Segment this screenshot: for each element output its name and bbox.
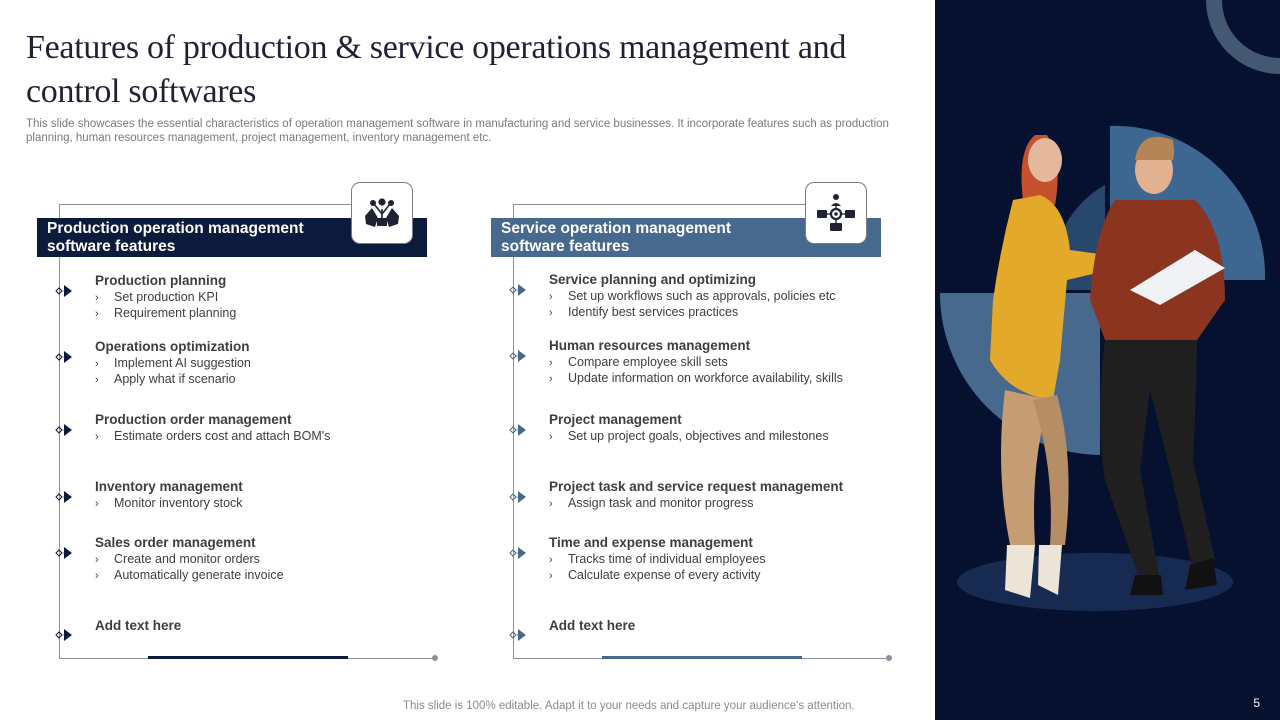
service-header-line2: software features xyxy=(501,238,630,255)
diamond-arrow-icon xyxy=(55,285,79,297)
item-title: Project management xyxy=(549,412,682,427)
business-people-illustration xyxy=(935,0,1280,720)
diamond-arrow-icon xyxy=(509,350,533,362)
item-title: Service planning and optimizing xyxy=(549,272,757,287)
decorative-image-panel xyxy=(935,0,1280,720)
item-title: Add text here xyxy=(549,618,636,633)
item-title: Sales order management xyxy=(95,535,256,550)
item-title: Operations optimization xyxy=(95,339,250,354)
item-title: Inventory management xyxy=(95,479,243,494)
panel-bottom-accent xyxy=(602,656,802,659)
diamond-arrow-icon xyxy=(55,547,79,559)
panel-bottom-accent xyxy=(148,656,348,659)
item-bullet: › Assign task and monitor progress xyxy=(549,496,754,510)
item-bullet: › Set up project goals, objectives and milestones xyxy=(549,429,829,443)
page-number: 5 xyxy=(1253,696,1260,710)
panel-top-line xyxy=(59,204,354,205)
item-bullet: › Compare employee skill sets xyxy=(549,355,728,369)
item-bullet: › Update information on workforce availability, skills xyxy=(549,371,843,385)
item-title: Human resources management xyxy=(549,338,751,353)
panel-end-dot xyxy=(886,655,892,661)
diamond-arrow-icon xyxy=(509,629,533,641)
item-bullet: › Calculate expense of every activity xyxy=(549,568,761,582)
item-title: Production planning xyxy=(95,273,227,288)
item-bullet: › Estimate orders cost and attach BOM's xyxy=(95,429,331,443)
service-features-panel xyxy=(501,204,891,660)
item-title: Add text here xyxy=(95,618,182,633)
item-title: Production order management xyxy=(95,412,292,427)
item-bullet: › Monitor inventory stock xyxy=(95,496,243,510)
item-bullet: › Set up workflows such as approvals, policies etc xyxy=(549,289,836,303)
slide-title: Features of production & service operations management and control softwares xyxy=(26,29,847,110)
item-bullet: › Requirement planning xyxy=(95,306,237,320)
hands-gear-icon xyxy=(351,182,413,244)
service-header-line1: Service operation management xyxy=(501,220,731,237)
item-bullet: › Apply what if scenario xyxy=(95,372,236,386)
item-bullet: › Create and monitor orders xyxy=(95,552,260,566)
diamond-arrow-icon xyxy=(55,491,79,503)
workflow-network-icon xyxy=(805,182,867,244)
panel-end-dot xyxy=(432,655,438,661)
production-header-line2: software features xyxy=(47,238,176,255)
diamond-arrow-icon xyxy=(55,424,79,436)
diamond-arrow-icon xyxy=(55,629,79,641)
item-bullet: › Set production KPI xyxy=(95,290,219,304)
diamond-arrow-icon xyxy=(509,491,533,503)
item-title: Time and expense management xyxy=(549,535,753,550)
diamond-arrow-icon xyxy=(509,424,533,436)
slide-subtitle: This slide showcases the essential characteristics of operation management software in manufacturing and service businesses. It incorporate features such as production planning, human resources management, project management, inventory management etc. xyxy=(26,118,889,144)
item-bullet: › Implement AI suggestion xyxy=(95,356,251,370)
diamond-arrow-icon xyxy=(55,351,79,363)
item-bullet: › Identify best services practices xyxy=(549,305,739,319)
item-bullet: › Automatically generate invoice xyxy=(95,568,284,582)
diamond-arrow-icon xyxy=(509,547,533,559)
item-bullet: › Tracks time of individual employees xyxy=(549,552,766,566)
production-header-line1: Production operation management xyxy=(47,220,304,237)
production-features-panel xyxy=(47,204,437,660)
item-title: Project task and service request management xyxy=(549,479,844,494)
slide-footer: This slide is 100% editable. Adapt it to your needs and capture your audience's attention. xyxy=(403,700,855,712)
panel-top-line xyxy=(513,204,808,205)
diamond-arrow-icon xyxy=(509,284,533,296)
